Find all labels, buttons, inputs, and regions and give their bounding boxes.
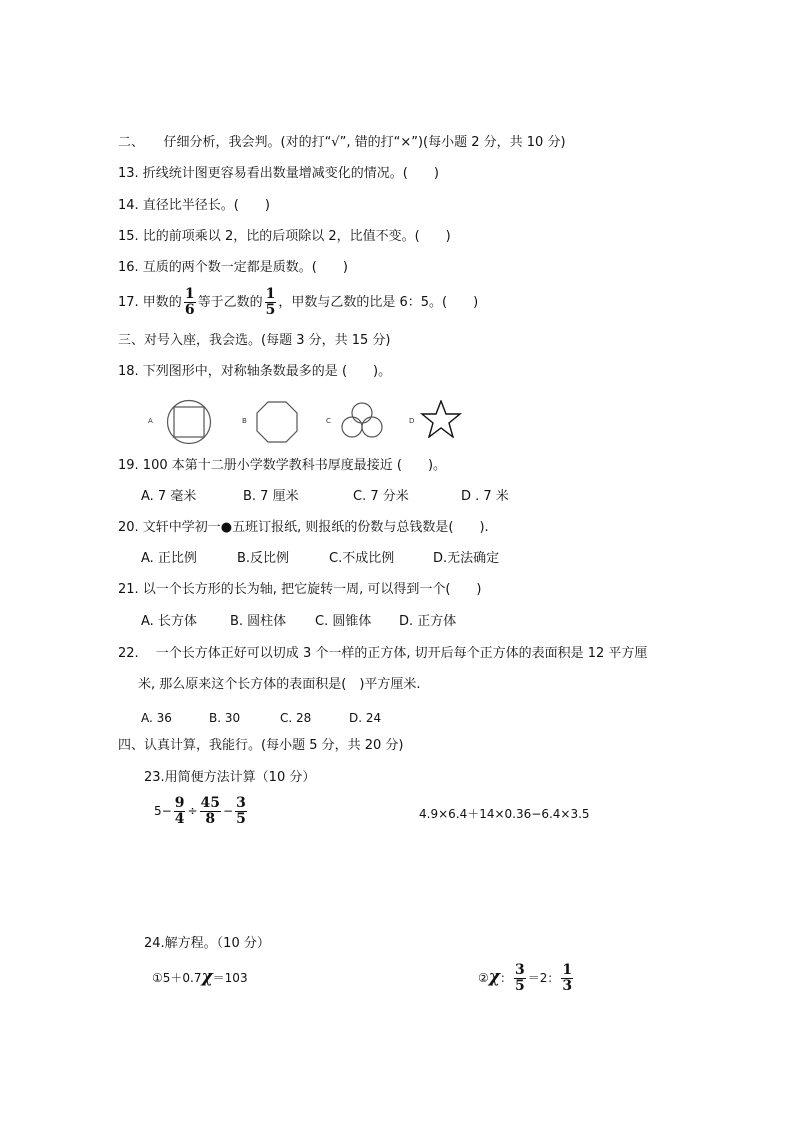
shape-label-c: C — [326, 417, 331, 425]
question-13: 13. 折线统计图更容易看出数量增减变化的情况。( ) — [118, 166, 439, 181]
fraction-one-sixth: $\frac{1}{6}$ — [184, 286, 195, 318]
q17-suffix: ，甲数与乙数的比是 6：5。( ) — [278, 295, 479, 310]
question-19: 19. 100 本第十二册小学数学教科书厚度最接近 ( )。 — [118, 458, 447, 473]
question-14: 14. 直径比半径长。( ) — [118, 198, 270, 213]
section-4-header: 四、认真计算，我能行。(每小题 5 分，共 20 分) — [118, 738, 404, 753]
fraction-45-8: $\frac{45}{8}$ — [200, 795, 220, 827]
question-16: 16. 互质的两个数一定都是质数。( ) — [118, 260, 348, 275]
q22-option-b: B. 30 — [209, 711, 241, 725]
q17-prefix: 17. 甲数的 — [118, 295, 182, 310]
question-22-line-1: 22. 一个长方体正好可以切成 3 个一样的正方体, 切开后每个正方体的表面积是 12 平方厘 — [118, 646, 648, 661]
section-2-header: 二、 仔细分析，我会判。(对的打“√”, 错的打“×”)(每小题 2 分，共 10 分) — [118, 135, 566, 150]
q24-equation-2: ②χ： $\frac{3}{5}$ ＝2： $\frac{1}{3}$ — [478, 962, 573, 994]
section-3-header: 三、对号入座，我会选。(每题 3 分，共 15 分) — [118, 333, 391, 348]
three-circles-icon — [339, 402, 385, 438]
q20-option-b: B.反比例 — [237, 551, 290, 566]
q22-option-a: A. 36 — [141, 711, 172, 725]
q21-option-b: B. 圆柱体 — [230, 614, 287, 629]
q20-option-c: C.不成比例 — [329, 551, 395, 566]
question-22-line-2: 米, 那么原来这个长方体的表面积是( )平方厘米. — [138, 677, 421, 692]
shape-label-b: B — [242, 417, 247, 425]
fraction-9-4: $\frac{9}{4}$ — [174, 795, 185, 827]
q21-option-c: C. 圆锥体 — [315, 614, 372, 629]
q24-equation-1: ①5＋0.7χ＝103 — [152, 967, 248, 987]
question-17 — [118, 287, 478, 318]
question-24-title: 24.解方程。（10 分） — [144, 936, 270, 951]
square-in-circle-icon — [166, 399, 212, 445]
q17-mid: 等于乙数的 — [197, 295, 263, 310]
q20-option-a: A. 正比例 — [141, 551, 197, 566]
question-21: 21. 以一个长方形的长为轴, 把它旋转一周, 可以得到一个( ) — [118, 582, 482, 597]
fraction-one-fifth: $\frac{1}{5}$ — [265, 286, 276, 318]
q23-expression-2: 4.9×6.4＋14×0.36−6.4×3.5 — [419, 807, 590, 821]
q19-option-c: C. 7 分米 — [353, 489, 409, 504]
q21-option-d: D. 正方体 — [399, 614, 457, 629]
star-icon — [420, 400, 462, 438]
shape-label-a: A — [148, 417, 153, 425]
question-20: 20. 文轩中学初一●五班订报纸, 则报纸的份数与总钱数是( ). — [118, 520, 489, 535]
q19-option-b: B. 7 厘米 — [243, 489, 299, 504]
question-18: 18. 下列图形中，对称轴条数最多的是 ( )。 — [118, 364, 392, 379]
shape-label-d: D — [409, 417, 415, 425]
q21-option-a: A. 长方体 — [141, 614, 197, 629]
octagon-icon — [255, 400, 299, 444]
q20-option-d: D.无法确定 — [433, 551, 500, 566]
fraction-3-5: $\frac{3}{5}$ — [236, 795, 246, 827]
fraction-1-3: $\frac{1}{3}$ — [562, 962, 573, 994]
question-15: 15. 比的前项乘以 2，比的后项除以 2，比值不变。( ) — [118, 229, 451, 244]
q19-option-a: A. 7 毫米 — [141, 489, 197, 504]
q19-option-d: D . 7 米 — [461, 489, 509, 504]
question-23-title: 23.用简便方法计算（10 分） — [144, 770, 316, 785]
fraction-3-5: $\frac{3}{5}$ — [514, 962, 525, 994]
q22-option-c: C. 28 — [280, 711, 312, 725]
q23-expression-1: 5− $\frac{9}{4}$ ÷ $\frac{45}{8}$ − $\frac{3}{5}$ — [154, 795, 246, 827]
q22-option-d: D. 24 — [349, 711, 382, 725]
